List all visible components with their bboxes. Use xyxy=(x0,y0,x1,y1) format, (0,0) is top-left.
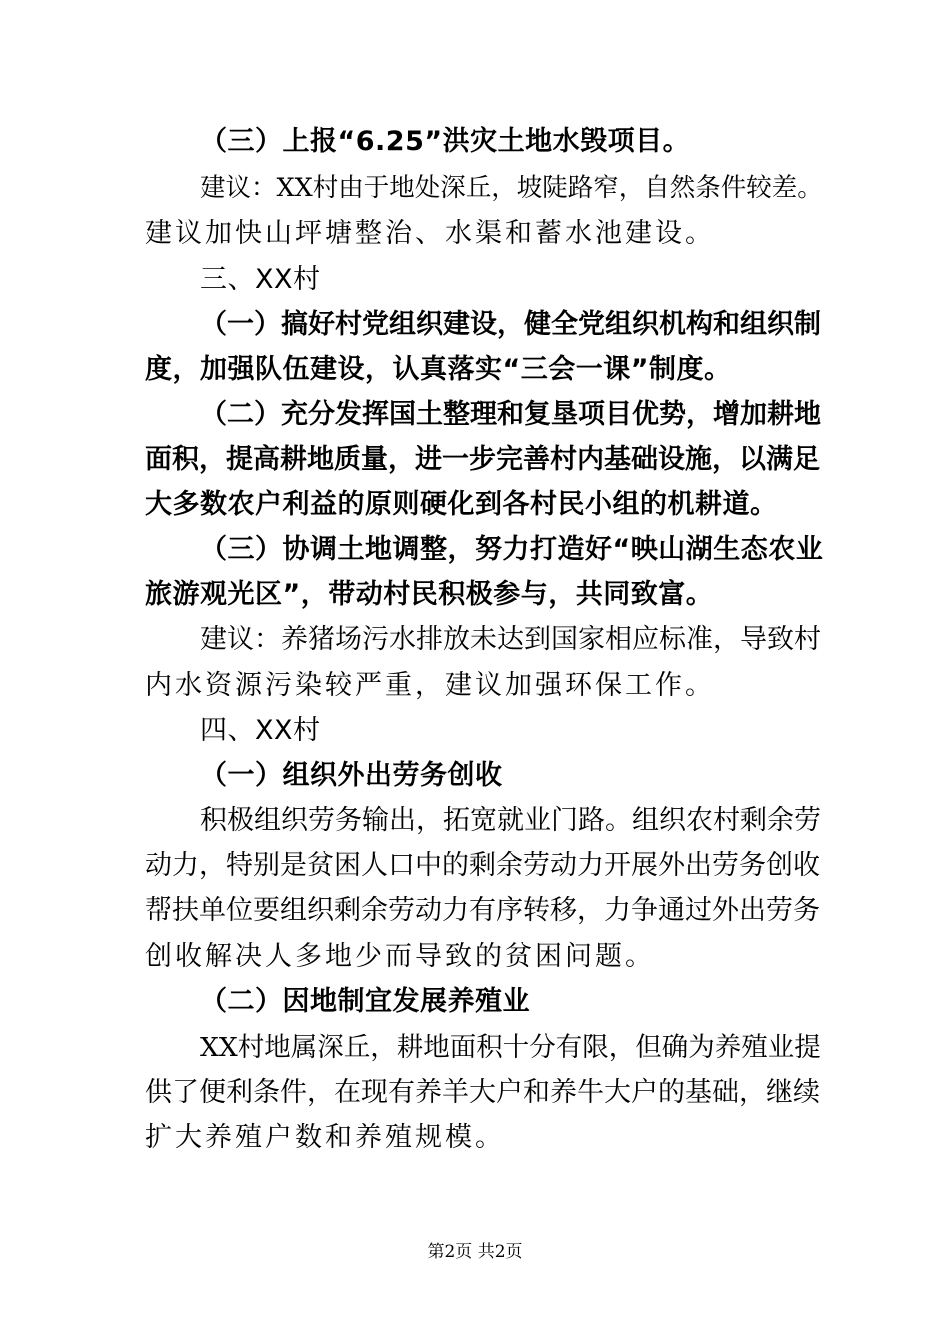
body-line: 帮扶单位要组织剩余劳动力有序转移，力争通过外出劳务 xyxy=(145,895,820,926)
body-line: 扩大养殖户数和养殖规模。 xyxy=(145,1122,505,1153)
body-line: 建议加快山坪塘整治、水渠和蓄水池建设。 xyxy=(145,218,715,249)
body-line: 创收解决人多地少而导致的贫困问题。 xyxy=(145,941,655,972)
body-line: （三）上报“6.25”洪灾土地水毁项目。 xyxy=(200,126,691,157)
body-line: 度，加强队伍建设，认真落实“三会一课”制度。 xyxy=(145,354,732,385)
section-heading: 四、XX村 xyxy=(200,715,321,746)
subsection-heading: （二）因地制宜发展养殖业 xyxy=(200,986,530,1017)
body-line: （三）协调土地调整，努力打造好“映山湖生态农业 xyxy=(200,534,824,565)
body-line: 旅游观光区”，带动村民积极参与，共同致富。 xyxy=(145,579,714,610)
page-number-footer: 第2页 共2页 xyxy=(427,1242,523,1262)
body-line: 供了便利条件，在现有养羊大户和养牛大户的基础，继续 xyxy=(145,1077,820,1108)
body-line: （二）充分发挥国土整理和复垦项目优势，增加耕地 xyxy=(200,399,821,430)
body-line: （一）搞好村党组织建设，健全党组织机构和组织制 xyxy=(200,309,821,340)
section-heading: 三、XX村 xyxy=(200,264,321,295)
body-line: 动力，特别是贫困人口中的剩余劳动力开展外出劳务创收 xyxy=(145,850,820,881)
body-line: 内水资源污染较严重，建议加强环保工作。 xyxy=(145,670,715,701)
body-line: XX村地属深丘，耕地面积十分有限，但确为养殖业提 xyxy=(200,1032,821,1063)
subsection-heading: （一）组织外出劳务创收 xyxy=(200,760,503,791)
body-line: 建议：XX村由于地处深丘，坡陡路窄，自然条件较差。 xyxy=(200,173,823,203)
body-line: 面积，提高耕地质量，进一步完善村内基础设施，以满足 xyxy=(145,444,820,475)
body-line: 建议：养猪场污水排放未达到国家相应标准，导致村 xyxy=(200,624,821,655)
body-line: 大多数农户利益的原则硬化到各村民小组的机耕道。 xyxy=(145,489,778,520)
body-line: 积极组织劳务输出，拓宽就业门路。组织农村剩余劳 xyxy=(200,805,821,836)
